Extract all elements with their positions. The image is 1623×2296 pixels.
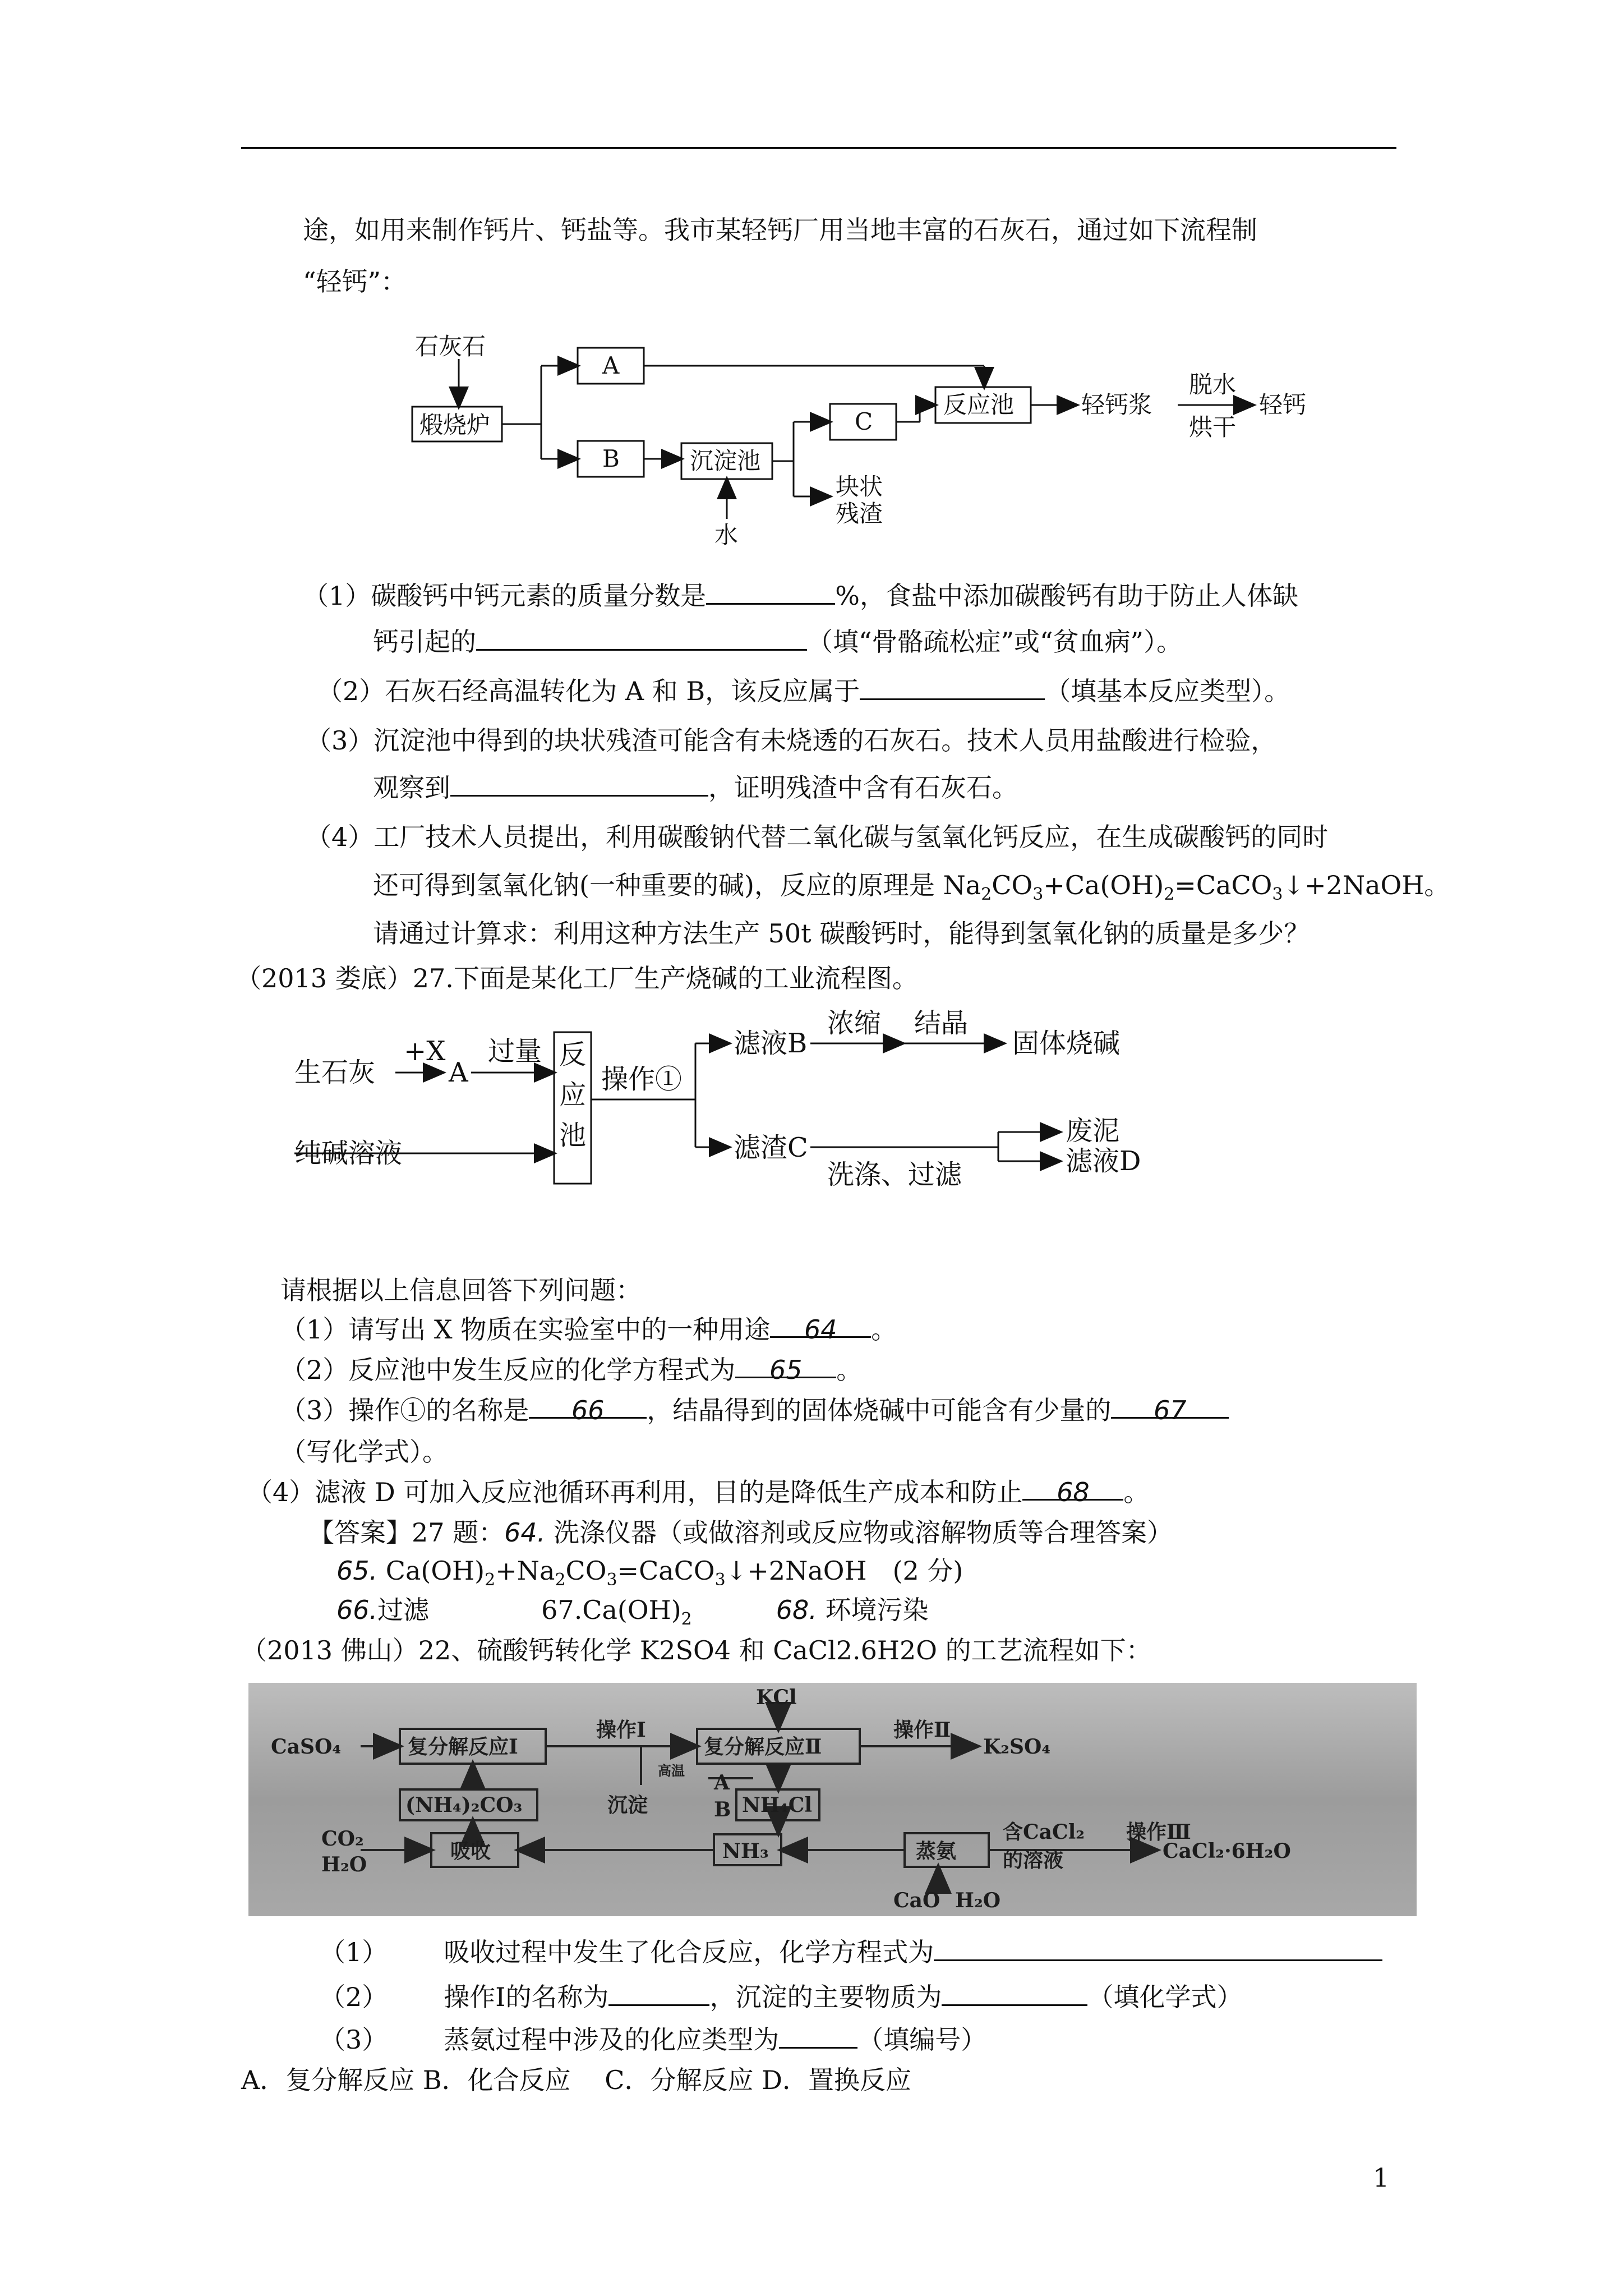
answer-label: 【答案】27 题：	[308, 1517, 505, 1548]
answer-blank-64[interactable]: 64	[770, 1312, 871, 1338]
gypsum-flow-photo	[248, 1683, 1417, 1916]
answer-blank[interactable]	[942, 1980, 1087, 2006]
flow3-hightemp: 高温	[658, 1763, 685, 1779]
q22-title: （2013 佛山）22、硫酸钙转化学 K2SO4 和 CaCl2.6H2O 的工艺流程如下：	[241, 1635, 1152, 1665]
answer-blank[interactable]	[608, 1980, 709, 2006]
flow1-furnace: 煅烧炉	[419, 411, 491, 439]
flow3-op2: 操作Ⅱ	[893, 1718, 951, 1742]
page-number: 1	[1373, 2162, 1390, 2193]
flow3-op3: 操作Ⅲ	[1126, 1820, 1191, 1844]
flow3-op1: 操作Ⅰ	[596, 1718, 646, 1742]
gypsum-flow-diagram	[248, 1683, 1417, 1916]
flow3-k2so4: K₂SO₄	[983, 1735, 1051, 1759]
q22-text-2d: （填化学式）	[1087, 1982, 1243, 2012]
flow2-concentrate: 浓缩	[827, 1010, 882, 1039]
answer-text-64: 洗涤仪器（或做溶剂或反应物或溶解物质等合理答案）	[553, 1517, 1173, 1548]
flow2-residue-c: 滤渣C	[734, 1132, 808, 1163]
q1-line-7	[373, 867, 1450, 913]
flow1-dry: 烘干	[1189, 413, 1237, 441]
answer-text-68: 环境污染	[825, 1595, 929, 1625]
flow1-slurry: 轻钙浆	[1081, 391, 1152, 418]
q1-line-2	[373, 624, 1182, 660]
subscript: 2	[1164, 885, 1175, 905]
intro-line-1: 途，如用来制作钙片、钙盐等。我市某轻钙厂用当地丰富的石灰石，通过如下流程制	[303, 215, 1257, 245]
subscript: 3	[714, 1570, 726, 1590]
q27-line-3	[280, 1392, 1229, 1428]
flow2-op1: 操作①	[601, 1064, 683, 1095]
q22-text-1: 吸收过程中发生了化合反应，化学方程式为	[444, 1937, 934, 1967]
q27-text-4b: 。	[1123, 1477, 1150, 1507]
q27-text-3b: ，结晶得到的固体烧碱中可能含有少量的	[647, 1395, 1112, 1425]
flow1-residue-2: 残渣	[836, 500, 883, 527]
answer-text: Ca(OH)	[385, 1556, 485, 1586]
q1-text-1c: 钙引起的	[373, 627, 476, 657]
flow2-quicklime: 生石灰	[294, 1057, 376, 1088]
subscript: 2	[681, 1609, 692, 1630]
flow1-dewater: 脱水	[1189, 371, 1237, 398]
answer-blank[interactable]	[706, 578, 835, 605]
answer-blank[interactable]	[779, 2022, 857, 2049]
q27-text-1b: 。	[871, 1314, 897, 1345]
subscript: 2	[981, 885, 992, 905]
flow2-filtrate-d: 滤液D	[1066, 1145, 1141, 1177]
flow3-nh4cl: NH₄Cl	[742, 1793, 813, 1817]
flow2-crystal: 结晶	[914, 1010, 969, 1039]
flow1-water: 水	[714, 521, 739, 549]
flow3-a: A	[714, 1771, 730, 1795]
answer-text: CO	[565, 1556, 607, 1586]
flow3-absorb: 吸收	[450, 1839, 491, 1863]
flow1-settling: 沉淀池	[690, 447, 761, 475]
q22-text-3: 蒸氨过程中涉及的化应类型为	[444, 2024, 780, 2055]
flow1-b: B	[602, 445, 620, 472]
subscript: 2	[555, 1570, 566, 1590]
flow1-residue-1: 块状	[836, 473, 883, 500]
flow3-react1: 复分解反应Ⅰ	[408, 1735, 518, 1759]
q1-line-8: 请通过计算求：利用这种方法生产 50t 碳酸钙时，能得到氢氧化钠的质量是多少？	[373, 918, 1310, 949]
q27-intro: 请根据以上信息回答下列问题：	[280, 1275, 642, 1305]
subscript: 3	[1032, 885, 1044, 905]
q1-text-1d: （填“骨骼疏松症”或“贫血病”）。	[807, 627, 1183, 657]
q22-options: A．复分解反应 B．化合反应 C．分解反应 D．置换反应	[241, 2065, 911, 2095]
answer-blank-67[interactable]: 67	[1111, 1392, 1229, 1419]
flow2-reactor-2: 应	[559, 1079, 587, 1111]
flow3-b: B	[714, 1798, 731, 1821]
q1-line-6: （4）工厂技术人员提出，利用碳酸钠代替二氧化碳与氢氧化钙反应，在生成碳酸钙的同时	[306, 822, 1329, 852]
q1-text-4b-tail: ↓+2NaOH。	[1283, 870, 1450, 900]
flow3-kcl: KCl	[756, 1686, 797, 1709]
q22-text-3c: （填编号）	[857, 2024, 987, 2055]
flow2-reactor-3: 池	[559, 1120, 587, 1151]
q1-line-3	[317, 673, 1290, 709]
answer-blank[interactable]	[476, 624, 807, 651]
flow3-h2o: H₂O	[321, 1853, 367, 1876]
calcium-flow-diagram	[393, 325, 1380, 550]
subscript: 3	[606, 1570, 617, 1590]
q1-text-3c: ，证明残渣中含有石灰石。	[708, 772, 1018, 803]
flow3-co2: CO₂	[321, 1827, 364, 1851]
q27-text-1a: （1）请写出 X 物质在实验室中的一种用途	[280, 1314, 771, 1345]
flow3-nh3: NH₃	[722, 1839, 769, 1863]
q22-line-2	[320, 1979, 1242, 2015]
q22-line-3	[320, 2022, 986, 2058]
flow2-a: A	[449, 1057, 468, 1088]
q1-text-2b: （填基本反应类型）。	[1045, 676, 1290, 706]
q22-text-2: 操作Ⅰ的名称为	[444, 1982, 609, 2012]
answer-line-3	[336, 1592, 929, 1637]
flow3-react2: 复分解反应Ⅱ	[704, 1735, 822, 1759]
answer-text: +Na	[495, 1556, 555, 1586]
intro-line-2: “轻钙”：	[303, 266, 407, 297]
flow2-plusx: +X	[404, 1036, 446, 1067]
q22-num-1: （1）	[320, 1937, 388, 1967]
answer-line-1	[308, 1515, 1173, 1550]
q27-line-1	[280, 1312, 897, 1347]
header-rule	[241, 147, 1396, 149]
flow3-sol2: 的溶液	[1003, 1848, 1064, 1872]
q1-line-1	[303, 578, 1298, 614]
answer-num-64: 64.	[504, 1517, 546, 1548]
flow3-distill: 蒸氨	[916, 1839, 957, 1863]
q27-line-5	[247, 1474, 1149, 1510]
q22-text-2c: ，沉淀的主要物质为	[709, 1982, 942, 2012]
flow3-caso4: CaSO₄	[271, 1735, 342, 1759]
answer-blank[interactable]	[450, 770, 708, 797]
flow1-reactor: 反应池	[943, 391, 1015, 418]
q27-text-2b: 。	[836, 1355, 863, 1385]
q1-line-5	[373, 770, 1018, 806]
flow2-wash: 洗涤、过滤	[827, 1159, 962, 1190]
answer-blank[interactable]	[860, 674, 1045, 700]
answer-blank-65[interactable]: 65	[735, 1352, 836, 1378]
caustic-soda-flow-diagram	[286, 1010, 1217, 1234]
q27-line-2	[280, 1352, 862, 1388]
q1-text-1b: %，食盐中添加碳酸钙有助于防止人体缺	[835, 581, 1298, 611]
flow3-h2o-2: H₂O	[955, 1889, 1001, 1912]
subscript: 2	[485, 1570, 496, 1590]
answer-num-68: 68.	[776, 1595, 817, 1625]
flow3-cao: CaO	[893, 1889, 940, 1912]
q1-text-2a: （2）石灰石经高温转化为 A 和 B，该反应属于	[317, 676, 860, 706]
q1-line-4: （3）沉淀池中得到的块状残渣可能含有未烧透的石灰石。技术人员用盐酸进行检验，	[306, 725, 1277, 756]
answer-text: ↓+2NaOH (2 分)	[725, 1556, 963, 1586]
flow2-solid-naoh: 固体烧碱	[1012, 1028, 1121, 1059]
q27-title: （2013 娄底）27.下面是某化工厂生产烧碱的工业流程图。	[236, 963, 918, 993]
flow2-mud: 废泥	[1066, 1115, 1120, 1147]
flow3-cacl2: CaCl₂·6H₂O	[1163, 1839, 1291, 1863]
flow2-filtrate-b: 滤液B	[734, 1028, 808, 1059]
flow1-product: 轻钙	[1259, 391, 1307, 418]
answer-text-67: 67.Ca(OH)	[541, 1595, 681, 1625]
flow2-excess: 过量	[488, 1036, 542, 1067]
q27-text-4a: （4）滤液 D 可加入反应池循环再利用，目的是降低生产成本和防止	[247, 1477, 1023, 1507]
q27-text-3a: （3）操作①的名称是	[280, 1395, 529, 1425]
flow3-nh42co3: (NH₄)₂CO₃	[405, 1793, 523, 1817]
answer-num-65: 65.	[336, 1556, 378, 1586]
q22-num-2: （2）	[320, 1982, 388, 2012]
q22-line-1	[320, 1934, 1382, 1970]
answer-line-2	[336, 1553, 963, 1598]
subscript: 3	[1272, 885, 1283, 905]
flow1-a: A	[602, 352, 620, 379]
answer-blank-68[interactable]: 68	[1022, 1474, 1123, 1501]
answer-blank-66[interactable]: 66	[529, 1392, 647, 1419]
answer-text-66: 过滤	[377, 1595, 430, 1625]
q1-text-4b-end: =CaCO	[1174, 870, 1272, 900]
q1-text-3b: 观察到	[373, 772, 450, 803]
flow2-soda: 纯碱溶液	[294, 1138, 403, 1169]
q27-text-2a: （2）反应池中发生反应的化学方程式为	[280, 1355, 736, 1385]
flow2-reactor-1: 反	[559, 1039, 587, 1070]
flow3-sol1: 含CaCl₂	[1003, 1820, 1085, 1844]
q27-line-4: （写化学式）。	[280, 1437, 448, 1467]
answer-text: =CaCO	[617, 1556, 715, 1586]
answer-blank[interactable]	[934, 1935, 1382, 1961]
q22-num-3: （3）	[320, 2024, 388, 2055]
q1-text-4b-mid: CO	[992, 870, 1033, 900]
flow1-limestone: 石灰石	[415, 333, 486, 360]
q1-text-4b: 还可得到氢氧化钠(一种重要的碱)，反应的原理是 Na	[373, 870, 981, 900]
flow1-c: C	[855, 408, 873, 435]
q1-text-4b-mid2: +Ca(OH)	[1043, 870, 1164, 900]
flow3-precip: 沉淀	[607, 1793, 648, 1817]
q1-text-1a: （1）碳酸钙中钙元素的质量分数是	[303, 581, 707, 611]
answer-num-66: 66.	[336, 1595, 378, 1625]
